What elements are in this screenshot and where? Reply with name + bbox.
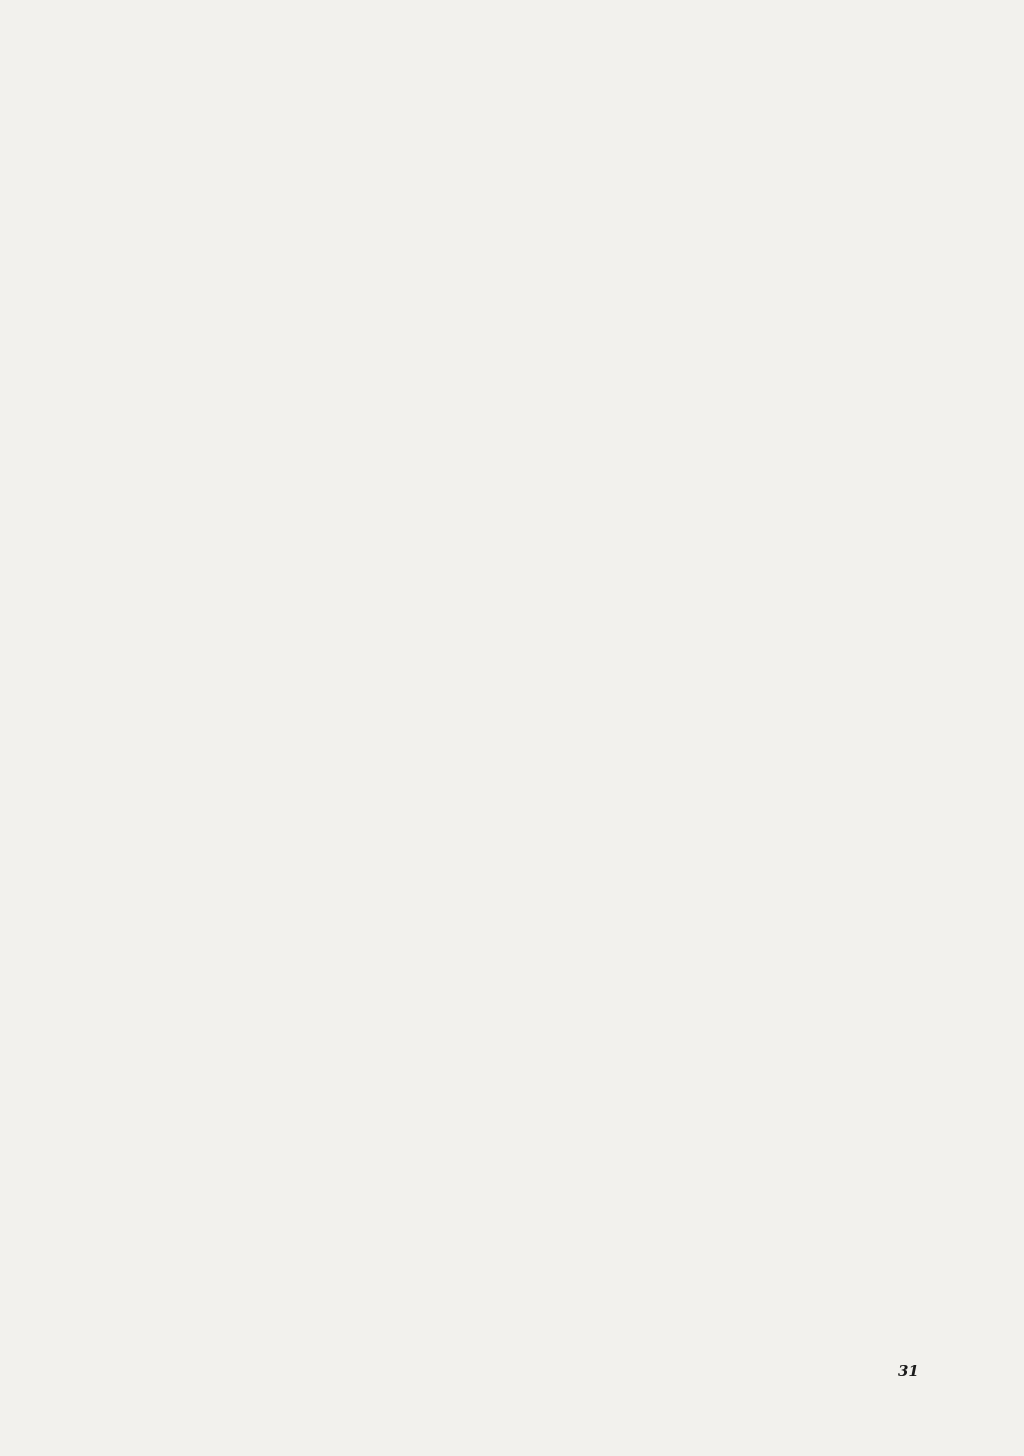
- page-number: 31: [898, 1362, 919, 1380]
